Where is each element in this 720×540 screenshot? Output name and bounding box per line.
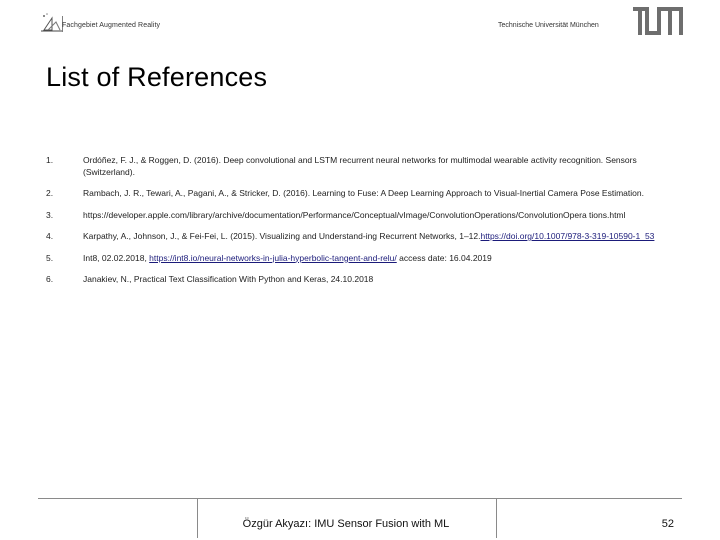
reference-number: 6. — [46, 274, 54, 284]
reference-item — [46, 231, 680, 243]
reference-number: 5. — [46, 252, 54, 263]
reference-access-date: access date: 16.04.2019 — [396, 252, 492, 263]
reference-link[interactable]: https://int8.io/neural-networks-in-julia-hyperbolic-tangent-and-relu/ — [149, 252, 397, 263]
reference-item — [46, 155, 680, 178]
reference-text: Rambach, J. R., Tewari, A., Pagani, A., & Stricker, D. (2016). Learning to Fuse: A Deep Learning Approach to Visual-Inertial Camera Pose Estimation. — [83, 188, 644, 198]
reference-link[interactable]: https://doi.org/10.1007/978-3-319-10590-1_53 — [480, 231, 655, 241]
reference-text: https://developer.apple.com/library/archive/documentation/Performance/Conceptual/vImage/ConvolutionOperations/ConvolutionOpera tions.html — [83, 209, 626, 220]
reference-text: Ordóñez, F. J., & Roggen, D. (2016). Deep convolutional and LSTM recurrent neural networks for multimodal wearable activity recognition. Sensors (Switzerland). — [83, 155, 637, 177]
page-title: List of References — [46, 62, 268, 92]
reference-text: Int8, 02.02.2018, — [83, 252, 150, 263]
reference-text: Karpathy, A., Johnson, J., & Fei-Fei, L. (2015). Visualizing and Understand-ing Recurrent Networks, 1–12. — [83, 231, 481, 241]
reference-item — [46, 253, 680, 265]
reference-number: 3. — [46, 209, 54, 220]
tum-logo-icon — [633, 7, 683, 35]
footer-title: Özgür Akyazı: IMU Sensor Fusion with ML — [242, 518, 450, 530]
reference-number: 4. — [46, 231, 54, 241]
header-university: Technische Universität München — [498, 22, 599, 29]
reference-item — [46, 188, 680, 200]
reference-number: 2. — [46, 188, 54, 198]
reference-item — [46, 210, 680, 222]
reference-list — [46, 155, 680, 296]
header-department: Fachgebiet Augmented Reality — [62, 22, 161, 29]
reference-item — [46, 274, 680, 286]
reference-number: 1. — [46, 155, 54, 165]
reference-text: Janakiev, N., Practical Text Classification With Python and Keras, 24.10.2018 — [83, 274, 374, 284]
page-number: 52 — [661, 518, 674, 530]
